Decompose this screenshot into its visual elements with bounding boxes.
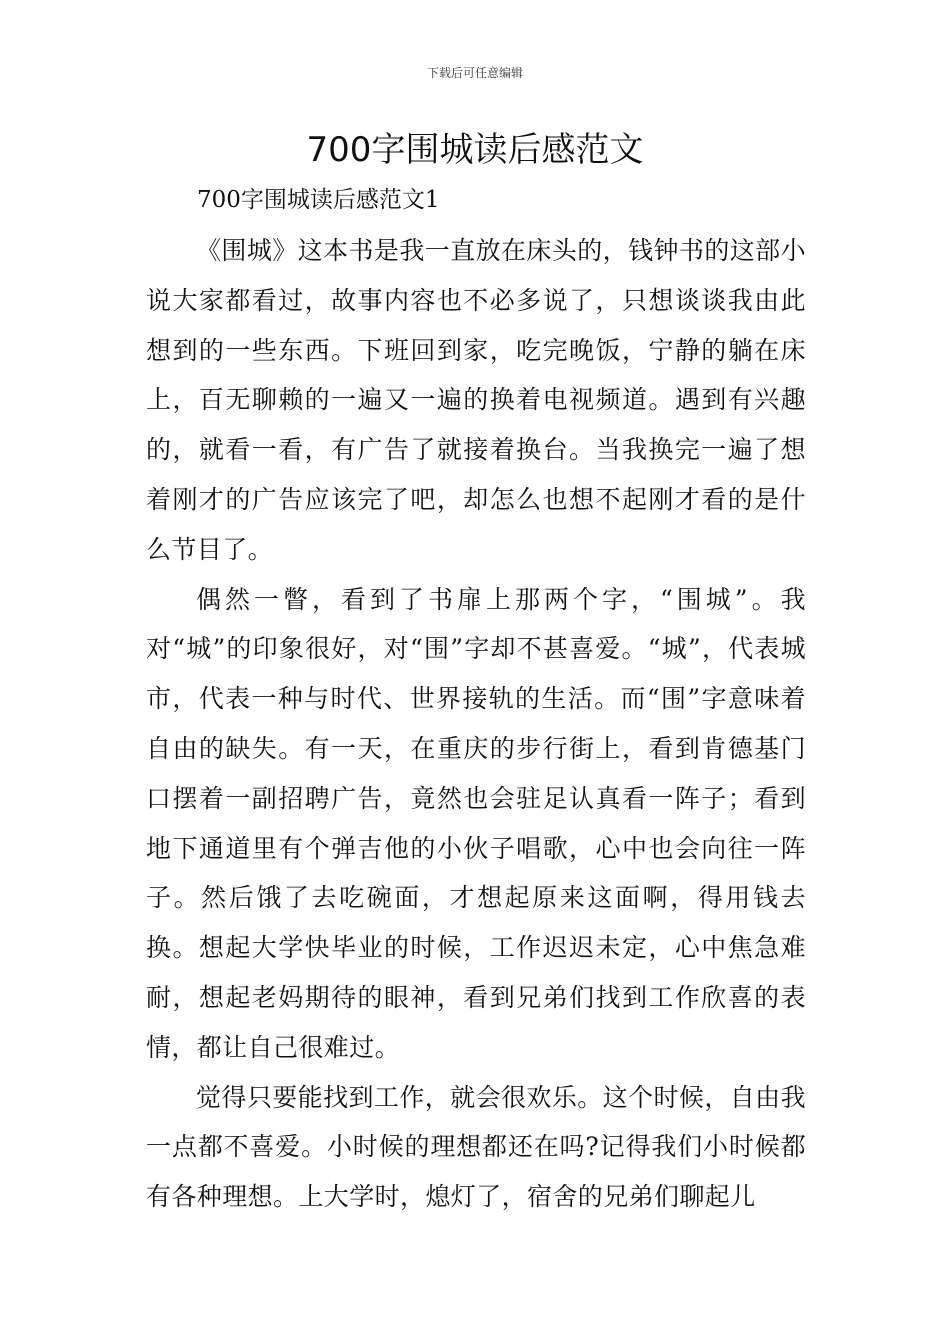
paragraph-2: 偶然一瞥，看到了书扉上那两个字，“围城”。我对“城”的印象很好，对“围”字却不甚喜爱。“城”，代表城市，代表一种与时代、世界接轨的生活。而“围”字意味着自由的缺失。有一天，在重庆的步行街上，看到肯德基门口摆着一副招聘广告，竟然也会驻足认真看一阵子；看到地下通道里有个弹吉他的小伙子唱歌，心中也会向往一阵子。然后饿了去吃碗面，才想起原来这面啊，得用钱去换。想起大学快毕业的时候，工作迟迟未定，心中焦急难耐，想起老妈期待的眼神，看到兄弟们找到工作欣喜的表情，都让自己很难过。 [146, 584, 806, 1062]
document-title: 700字围城读后感范文 [306, 130, 644, 170]
section-subtitle: 700字围城读后感范文1 [197, 187, 440, 213]
page-header: 下载后可任意编辑 [426, 66, 523, 80]
paragraph-1: 《围城》这本书是我一直放在床头的，钱钟书的这部小说大家都看过，故事内容也不必多说了，只想谈谈我由此想到的一些东西。下班回到家，吃完晚饭，宁静的躺在床上，百无聊赖的一遍又一遍的换着电视频道。遇到有兴趣的，就看一看，有广告了就接着换台。当我换完一遍了想着刚才的广告应该完了吧，却怎么也想不起刚才看的是什么节目了。 [146, 236, 806, 564]
document-body [146, 226, 806, 1222]
paragraph-3: 觉得只要能找到工作，就会很欢乐。这个时候，自由我一点都不喜爱。小时候的理想都还在吗?记得我们小时候都有各种理想。上大学时，熄灯了，宿舍的兄弟们聊起儿 [146, 1082, 806, 1212]
